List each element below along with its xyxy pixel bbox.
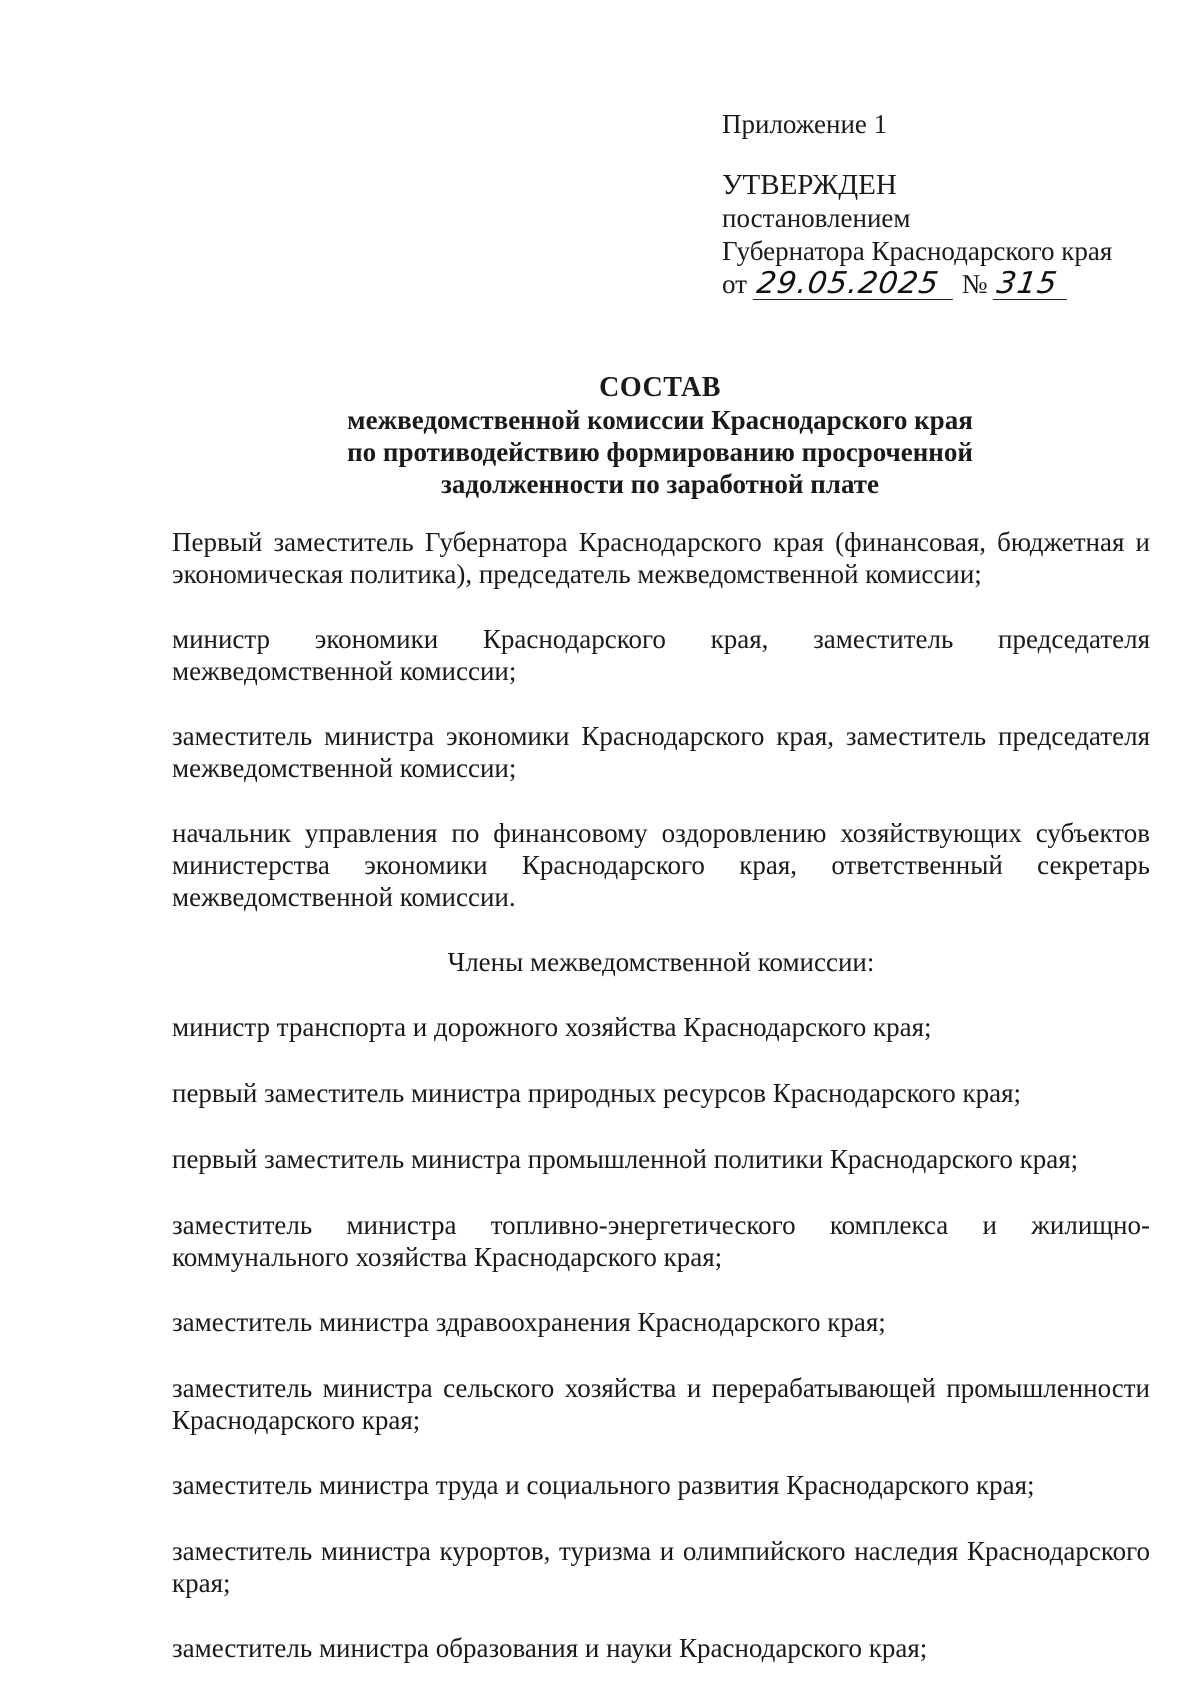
approved-label: УТВЕРЖДЕН xyxy=(722,169,897,201)
approval-block xyxy=(722,108,1162,301)
date-number-line xyxy=(722,268,1162,301)
heading-title: СОСТАВ xyxy=(599,372,721,403)
leadership-item: заместитель министра экономики Краснодарского края, заместитель председателя межведомственной комиссии; xyxy=(172,721,1150,783)
member-item: заместитель министра труда и социального развития Краснодарского края; xyxy=(172,1470,1035,1500)
heading-line-2: по противодействию формированию просроченной xyxy=(347,437,973,467)
member-item: первый заместитель министра промышленной политики Краснодарского края; xyxy=(172,1144,1079,1174)
composition-list xyxy=(172,526,1150,1698)
appendix-label: Приложение 1 xyxy=(722,109,888,139)
leadership-item: министр экономики Краснодарского края, заместитель председателя межведомственной комиссии; xyxy=(172,624,1150,686)
member-item: первый заместитель министра природных ресурсов Краснодарского края; xyxy=(172,1078,1021,1108)
member-item: заместитель министра топливно-энергетического комплекса и жилищно-коммунального хозяйства Краснодарского края; xyxy=(172,1210,1150,1272)
member-item: заместитель министра курортов, туризма и олимпийского наследия Краснодарского края; xyxy=(172,1536,1150,1598)
members-heading: Члены межведомственной комиссии: xyxy=(447,947,875,977)
document-heading xyxy=(170,372,1150,500)
member-item: заместитель министра образования и науки Краснодарского края; xyxy=(172,1633,928,1663)
member-item: заместитель министра здравоохранения Краснодарского края; xyxy=(172,1307,886,1337)
heading-line-3: задолженности по заработной плате xyxy=(440,469,879,499)
leadership-item: начальник управления по финансовому оздоровлению хозяйствующих субъектов министерства экономики Краснодарского края, ответственный секретарь межведомственной комиссии. xyxy=(172,818,1150,912)
member-item: заместитель министра сельского хозяйства и перерабатывающей промышленности Краснодарского края; xyxy=(172,1373,1150,1435)
handwritten-number: 315 xyxy=(993,269,1071,300)
number-prefix: № xyxy=(961,269,988,299)
date-prefix: от xyxy=(722,269,747,299)
member-item: министр транспорта и дорожного хозяйства Краснодарского края; xyxy=(172,1012,932,1042)
handwritten-date: 29.05.2025 xyxy=(753,269,957,300)
approved-by: постановлением xyxy=(722,203,911,233)
heading-line-1: межведомственной комиссии Краснодарского края xyxy=(347,405,973,435)
approving-authority: Губернатора Краснодарского края xyxy=(722,236,1113,266)
leadership-item: Первый заместитель Губернатора Краснодарского края (финансовая, бюджетная и экономическая политика), председатель межведомственной комиссии; xyxy=(172,527,1150,589)
